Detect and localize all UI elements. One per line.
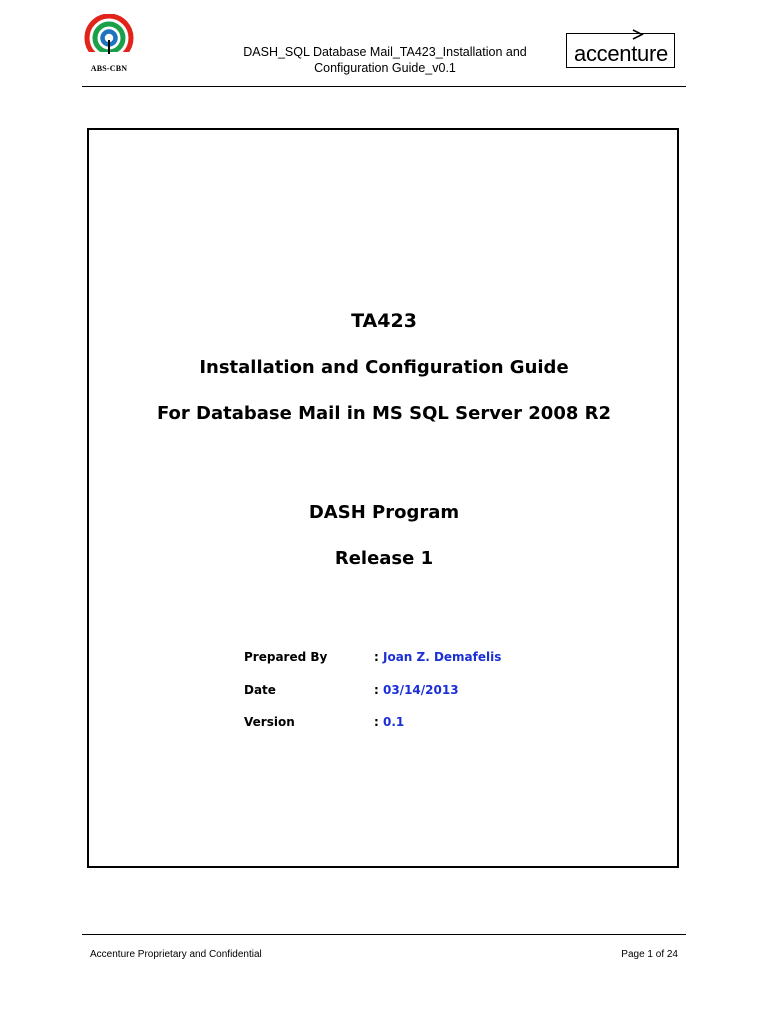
accenture-logo-icon	[631, 28, 645, 42]
abs-cbn-wordmark: ABS-CBN	[90, 64, 128, 73]
date-value-wrap: : 03/14/2013	[374, 683, 459, 697]
confidentiality-notice: Accenture Proprietary and Confidential	[90, 949, 262, 960]
release-label: Release 1	[334, 548, 434, 569]
version-row	[244, 715, 644, 733]
header-title-line-2: Configuration Guide_v0.1	[314, 61, 456, 75]
document-subtitle: For Database Mail in MS SQL Server 2008 R2	[156, 403, 612, 424]
prepared-by-value: Joan Z. Demafelis	[382, 650, 502, 664]
version-value: 0.1	[382, 715, 405, 729]
date-row	[244, 683, 644, 701]
date-label: Date	[244, 683, 276, 697]
version-label: Version	[244, 715, 295, 729]
document-id: TA423	[351, 310, 417, 332]
program-name: DASH Program	[308, 502, 460, 523]
page-number: Page 1 of 24	[621, 949, 678, 960]
page-header	[0, 0, 768, 90]
document-title: Installation and Configuration Guide	[199, 357, 569, 378]
prepared-by-value-wrap: : Joan Z. Demafelis	[374, 650, 502, 664]
footer-divider	[82, 934, 686, 935]
version-value-wrap: : 0.1	[374, 715, 405, 729]
date-value: 03/14/2013	[382, 683, 459, 697]
header-divider	[82, 86, 686, 87]
cover-page-frame	[87, 128, 679, 868]
document-header-title	[215, 44, 555, 76]
prepared-by-label: Prepared By	[244, 650, 328, 664]
prepared-by-row	[244, 650, 644, 668]
accenture-wordmark: accenture	[574, 41, 668, 66]
header-title-line-1: DASH_SQL Database Mail_TA423_Installation and	[243, 45, 527, 59]
